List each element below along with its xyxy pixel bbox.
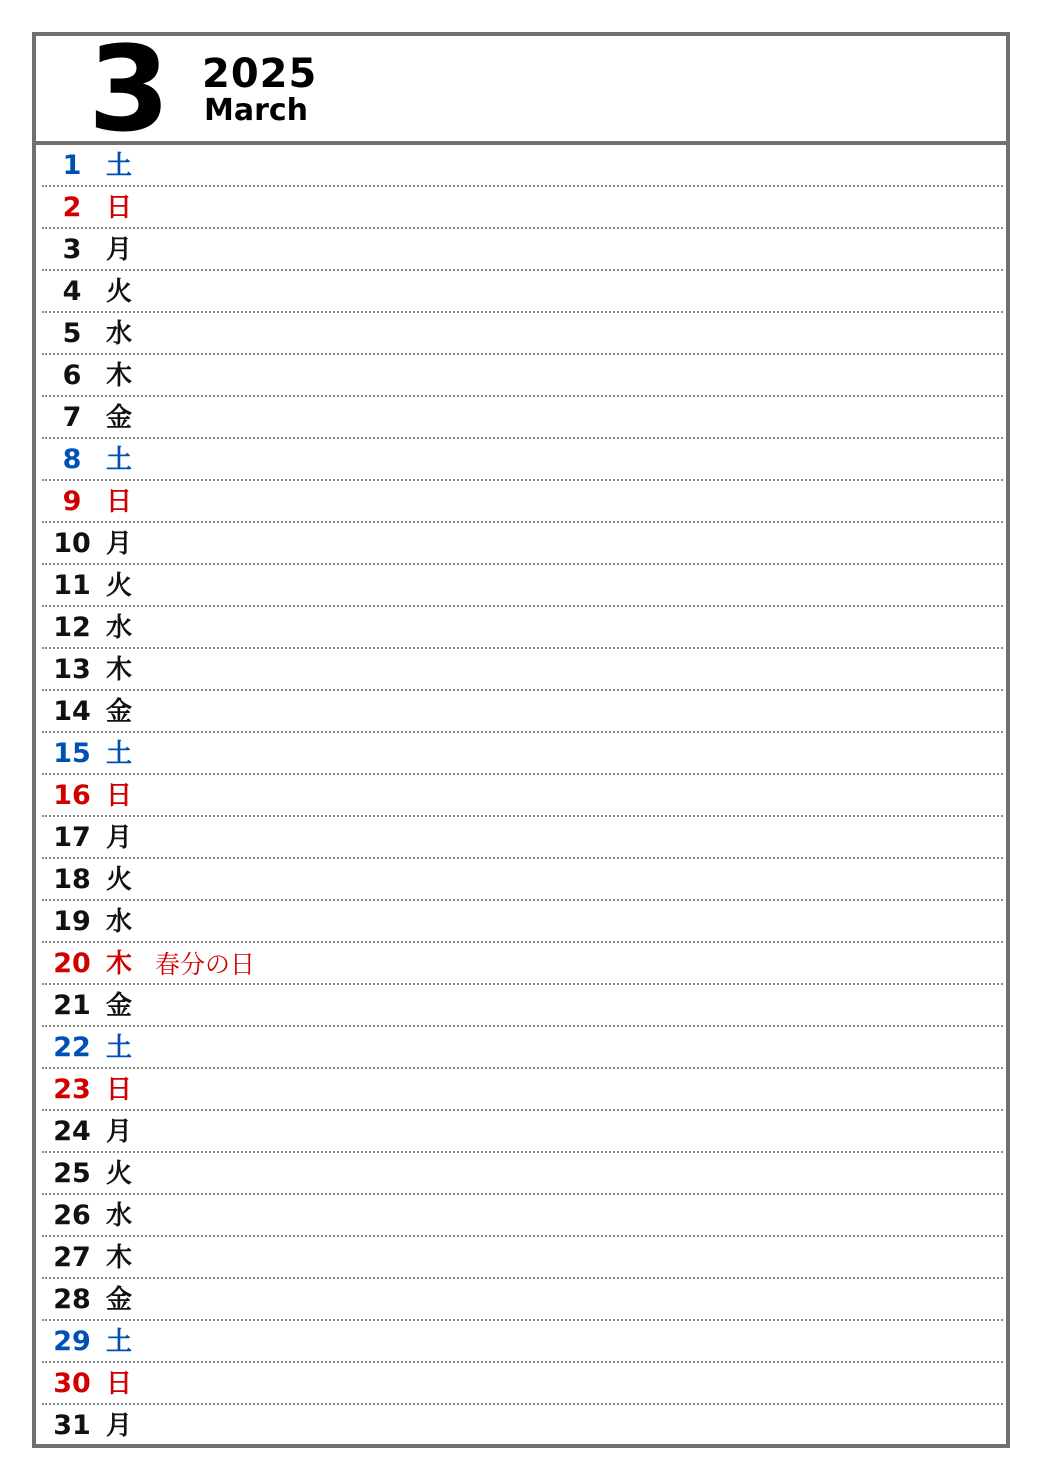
day-weekday: 木 (106, 361, 133, 391)
day-row[interactable] (42, 565, 1003, 607)
day-row[interactable] (42, 1321, 1003, 1363)
day-number: 8 (62, 444, 82, 475)
day-weekday: 金 (106, 991, 133, 1021)
day-number: 31 (53, 1410, 91, 1441)
day-number: 14 (53, 696, 91, 727)
day-number: 28 (53, 1284, 91, 1315)
day-row[interactable] (42, 1195, 1003, 1237)
day-number: 24 (53, 1116, 91, 1147)
day-row[interactable] (42, 607, 1003, 649)
day-row[interactable] (42, 187, 1003, 229)
day-row[interactable] (42, 691, 1003, 733)
day-number: 2 (62, 192, 82, 223)
day-number: 5 (62, 318, 82, 349)
day-row[interactable] (42, 1363, 1003, 1405)
day-number: 6 (62, 360, 82, 391)
day-row[interactable] (42, 271, 1003, 313)
day-row[interactable] (42, 817, 1003, 859)
day-row[interactable] (42, 355, 1003, 397)
day-weekday: 金 (106, 403, 133, 433)
day-row[interactable] (42, 859, 1003, 901)
day-number: 29 (53, 1326, 91, 1357)
day-weekday: 月 (106, 1117, 133, 1147)
day-number: 12 (53, 612, 91, 643)
day-number: 22 (53, 1032, 91, 1063)
day-number: 7 (62, 402, 82, 433)
month-number: 3 (88, 20, 171, 158)
year-label: 2025 (202, 51, 318, 97)
day-weekday: 日 (106, 193, 133, 223)
day-weekday: 月 (106, 235, 133, 265)
day-weekday: 土 (106, 151, 133, 181)
day-row[interactable] (42, 733, 1003, 775)
day-weekday: 月 (106, 1411, 133, 1441)
day-weekday: 土 (106, 739, 133, 769)
day-row[interactable] (42, 985, 1003, 1027)
day-row[interactable] (42, 313, 1003, 355)
day-row[interactable] (42, 1111, 1003, 1153)
day-weekday: 土 (106, 1327, 133, 1357)
day-row[interactable] (42, 1279, 1003, 1321)
day-weekday: 土 (106, 445, 133, 475)
day-number: 23 (53, 1074, 91, 1105)
day-row[interactable] (42, 943, 1003, 985)
day-weekday: 火 (106, 865, 133, 895)
day-number: 9 (62, 486, 82, 517)
calendar-frame (32, 20, 1010, 1448)
day-number: 3 (62, 234, 82, 265)
day-number: 15 (53, 738, 91, 769)
day-number: 17 (53, 822, 91, 853)
day-weekday: 火 (106, 277, 133, 307)
day-weekday: 金 (106, 697, 133, 727)
day-weekday: 木 (106, 949, 133, 979)
day-row[interactable] (42, 649, 1003, 691)
day-weekday: 水 (106, 613, 133, 643)
day-list (36, 145, 1006, 1447)
day-number: 26 (53, 1200, 91, 1231)
day-row[interactable] (42, 901, 1003, 943)
calendar-header (36, 20, 1006, 158)
day-weekday: 日 (106, 1075, 133, 1105)
day-row[interactable] (42, 481, 1003, 523)
day-row[interactable] (42, 145, 1003, 187)
day-number: 19 (53, 906, 91, 937)
month-name-label: March (204, 93, 309, 128)
day-number: 21 (53, 990, 91, 1021)
day-row[interactable] (42, 1027, 1003, 1069)
day-weekday: 木 (106, 655, 133, 685)
day-weekday: 木 (106, 1243, 133, 1273)
day-number: 13 (53, 654, 91, 685)
day-number: 11 (53, 570, 91, 601)
day-row[interactable] (42, 523, 1003, 565)
day-weekday: 日 (106, 1369, 133, 1399)
day-weekday: 月 (106, 529, 133, 559)
day-number: 25 (53, 1158, 91, 1189)
day-row[interactable] (42, 1237, 1003, 1279)
day-weekday: 日 (106, 781, 133, 811)
day-row[interactable] (42, 397, 1003, 439)
day-number: 20 (53, 948, 91, 979)
day-weekday: 水 (106, 1201, 133, 1231)
day-number: 30 (53, 1368, 91, 1399)
day-number: 16 (53, 780, 91, 811)
holiday-name: 春分の日 (155, 950, 256, 979)
day-row[interactable] (42, 1069, 1003, 1111)
day-number: 27 (53, 1242, 91, 1273)
day-row[interactable] (42, 775, 1003, 817)
day-weekday: 水 (106, 319, 133, 349)
day-number: 18 (53, 864, 91, 895)
day-number: 10 (53, 528, 91, 559)
day-weekday: 金 (106, 1285, 133, 1315)
day-weekday: 土 (106, 1033, 133, 1063)
day-weekday: 月 (106, 823, 133, 853)
day-number: 1 (62, 150, 82, 181)
day-row[interactable] (42, 439, 1003, 481)
day-weekday: 日 (106, 487, 133, 517)
day-row[interactable] (42, 1405, 1003, 1447)
day-row[interactable] (42, 229, 1003, 271)
day-weekday: 火 (106, 571, 133, 601)
day-weekday: 火 (106, 1159, 133, 1189)
day-weekday: 水 (106, 907, 133, 937)
day-row[interactable] (42, 1153, 1003, 1195)
day-number: 4 (62, 276, 82, 307)
